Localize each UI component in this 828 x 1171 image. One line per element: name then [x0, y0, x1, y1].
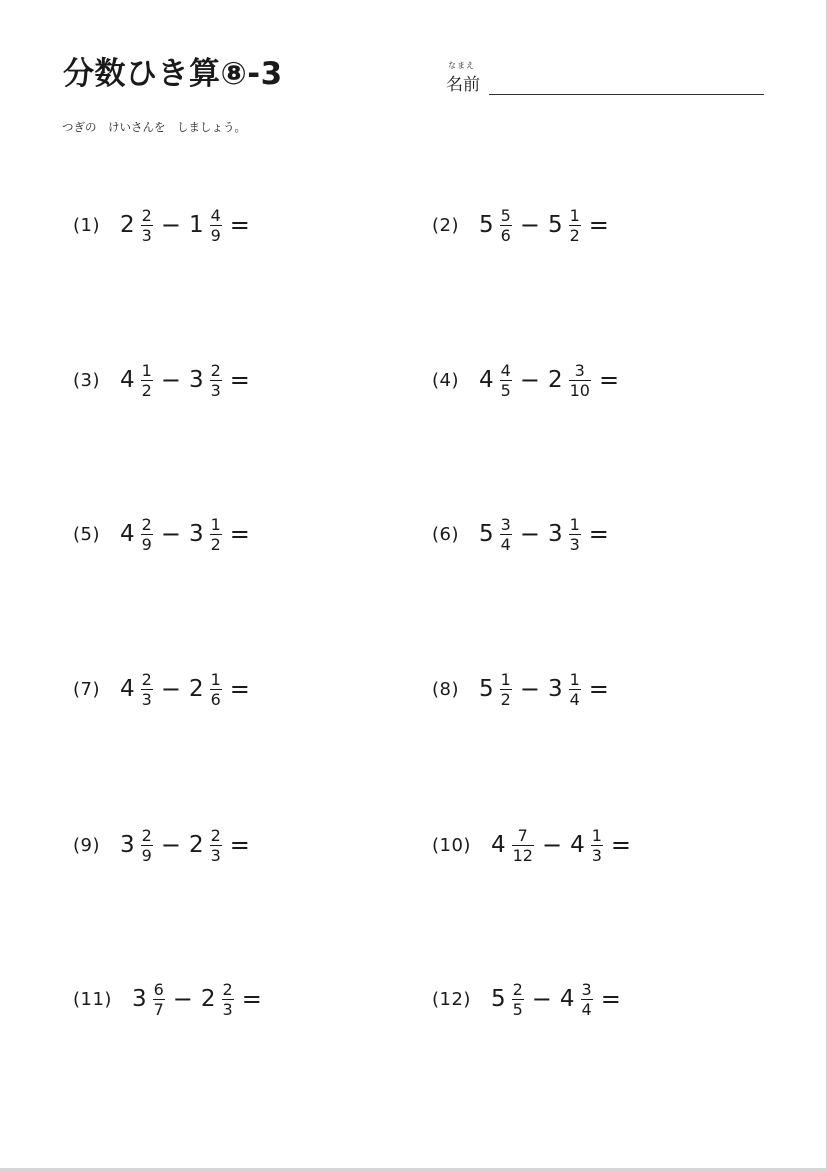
- minuend-fraction: [153, 981, 165, 1018]
- fraction-numerator: 1: [141, 360, 152, 380]
- minus-sign: −: [160, 366, 181, 394]
- subtrahend-whole: 4: [559, 986, 575, 1012]
- equals-sign: =: [241, 985, 262, 1013]
- subtrahend-fraction: [210, 207, 222, 244]
- equals-sign: =: [588, 211, 609, 239]
- problem-6: [432, 504, 609, 564]
- subtrahend-whole: 2: [547, 367, 563, 393]
- minus-sign: −: [172, 985, 193, 1013]
- minuend-fraction: [141, 671, 153, 708]
- minuend-fraction: [500, 362, 512, 399]
- subtrahend-whole: 3: [188, 367, 204, 393]
- fraction-denominator: 5: [512, 999, 523, 1019]
- minuend-fraction: [141, 362, 153, 399]
- fraction-numerator: 1: [210, 514, 221, 534]
- minuend-whole: 5: [479, 676, 494, 702]
- problem-number: (9): [73, 834, 100, 856]
- fraction-denominator: 3: [569, 534, 580, 554]
- subtrahend-whole: 3: [547, 676, 563, 702]
- fraction-denominator: 6: [210, 689, 221, 709]
- minus-sign: −: [519, 520, 540, 548]
- problem-number: (10): [432, 834, 471, 856]
- fraction-denominator: 5: [500, 380, 511, 400]
- equals-sign: =: [598, 366, 620, 394]
- minuend-whole: 5: [479, 521, 494, 547]
- subtrahend-fraction: [569, 207, 581, 244]
- problem-number: (4): [432, 369, 459, 391]
- fraction-numerator: 3: [581, 979, 592, 999]
- equals-sign: =: [588, 675, 609, 703]
- problem-7: [73, 659, 250, 719]
- fraction-numerator: 3: [500, 514, 511, 534]
- problem-number: (2): [432, 214, 459, 236]
- subtrahend-fraction: [210, 516, 222, 553]
- instruction-text: つぎの けいさんを しましょう。: [62, 120, 246, 134]
- name-field: [446, 60, 768, 100]
- subtrahend-fraction: [210, 362, 222, 399]
- fraction-numerator: 2: [141, 669, 152, 689]
- subtrahend-fraction: [210, 827, 222, 864]
- problem-9: [73, 815, 250, 875]
- minus-sign: −: [160, 831, 181, 859]
- fraction-denominator: 3: [222, 999, 233, 1019]
- fraction-denominator: 3: [210, 380, 221, 400]
- equals-sign: =: [610, 831, 631, 859]
- subtrahend-fraction: [569, 671, 581, 708]
- fraction-denominator: 9: [210, 225, 221, 245]
- subtrahend-whole: 3: [547, 521, 563, 547]
- problem-1: [73, 195, 250, 255]
- minuend-fraction: [500, 207, 512, 244]
- fraction-denominator: 4: [500, 534, 511, 554]
- minuend-whole: 5: [490, 986, 506, 1012]
- problem-number: (6): [432, 523, 459, 545]
- fraction-denominator: 9: [141, 845, 152, 865]
- fraction-numerator: 6: [153, 979, 164, 999]
- fraction-numerator: 1: [210, 669, 221, 689]
- problem-5: [73, 504, 250, 564]
- minuend-whole: 4: [120, 521, 135, 547]
- fraction-denominator: 12: [512, 845, 533, 865]
- fraction-numerator: 3: [574, 360, 585, 380]
- fraction-denominator: 2: [141, 380, 152, 400]
- fraction-numerator: 2: [512, 979, 523, 999]
- equals-sign: =: [229, 366, 250, 394]
- worksheet-title: 分数ひき算⑧-3: [63, 56, 283, 92]
- equals-sign: =: [588, 520, 609, 548]
- problem-8: [432, 659, 609, 719]
- minus-sign: −: [160, 675, 181, 703]
- minuend-whole: 4: [120, 676, 135, 702]
- fraction-denominator: 9: [141, 534, 152, 554]
- fraction-denominator: 3: [141, 689, 152, 709]
- minus-sign: −: [160, 520, 181, 548]
- minuend-whole: 5: [479, 212, 494, 238]
- problem-number: (5): [73, 523, 100, 545]
- fraction-numerator: 1: [500, 669, 511, 689]
- equals-sign: =: [229, 211, 250, 239]
- subtrahend-whole: 2: [200, 986, 216, 1012]
- equals-sign: =: [600, 985, 621, 1013]
- minuend-fraction: [500, 516, 512, 553]
- problem-11: [73, 969, 262, 1029]
- minuend-fraction: [500, 671, 512, 708]
- fraction-numerator: 1: [569, 205, 580, 225]
- problem-number: (8): [432, 678, 459, 700]
- subtrahend-whole: 5: [547, 212, 563, 238]
- minus-sign: −: [531, 985, 552, 1013]
- fraction-numerator: 2: [141, 205, 152, 225]
- fraction-numerator: 7: [517, 825, 528, 845]
- problem-number: (3): [73, 369, 100, 391]
- fraction-denominator: 3: [141, 225, 152, 245]
- name-ruby: なまえ: [448, 61, 475, 70]
- subtrahend-fraction: [210, 671, 222, 708]
- equals-sign: =: [229, 831, 250, 859]
- subtrahend-whole: 1: [188, 212, 204, 238]
- subtrahend-fraction: [581, 981, 593, 1018]
- fraction-denominator: 10: [569, 380, 590, 400]
- minuend-whole: 3: [131, 986, 147, 1012]
- subtrahend-fraction: [591, 827, 603, 864]
- name-label: 名前: [446, 75, 480, 95]
- problem-number: (7): [73, 678, 100, 700]
- problem-10: [432, 815, 631, 875]
- minuend-whole: 4: [490, 832, 506, 858]
- minus-sign: −: [519, 211, 540, 239]
- fraction-numerator: 2: [141, 514, 152, 534]
- subtrahend-fraction: [569, 362, 591, 399]
- subtrahend-whole: 2: [188, 676, 204, 702]
- minuend-fraction: [512, 981, 524, 1018]
- minuend-whole: 4: [120, 367, 135, 393]
- fraction-denominator: 6: [500, 225, 511, 245]
- minuend-fraction: [141, 207, 153, 244]
- minus-sign: −: [519, 675, 540, 703]
- name-write-line[interactable]: [489, 94, 764, 95]
- equals-sign: =: [229, 520, 250, 548]
- fraction-denominator: 3: [591, 845, 602, 865]
- fraction-denominator: 4: [569, 689, 580, 709]
- problem-3: [73, 350, 250, 410]
- problem-12: [432, 969, 621, 1029]
- fraction-numerator: 1: [569, 669, 580, 689]
- fraction-numerator: 1: [591, 825, 602, 845]
- minuend-whole: 2: [120, 212, 135, 238]
- minuend-fraction: [141, 827, 153, 864]
- subtrahend-whole: 2: [188, 832, 204, 858]
- fraction-denominator: 2: [569, 225, 580, 245]
- minuend-fraction: [141, 516, 153, 553]
- problem-number: (12): [432, 988, 471, 1010]
- minuend-whole: 3: [120, 832, 135, 858]
- subtrahend-fraction: [569, 516, 581, 553]
- subtrahend-fraction: [222, 981, 234, 1018]
- subtrahend-whole: 3: [188, 521, 204, 547]
- minuend-fraction: [512, 827, 534, 864]
- fraction-numerator: 2: [210, 360, 221, 380]
- subtrahend-whole: 4: [570, 832, 585, 858]
- fraction-numerator: 5: [500, 205, 511, 225]
- fraction-denominator: 3: [210, 845, 221, 865]
- fraction-numerator: 2: [222, 979, 233, 999]
- fraction-denominator: 2: [210, 534, 221, 554]
- fraction-denominator: 4: [581, 999, 592, 1019]
- fraction-numerator: 1: [569, 514, 580, 534]
- minuend-whole: 4: [479, 367, 494, 393]
- problem-4: [432, 350, 619, 410]
- fraction-denominator: 7: [153, 999, 164, 1019]
- problem-number: (11): [73, 988, 112, 1010]
- fraction-numerator: 4: [500, 360, 511, 380]
- problem-number: (1): [73, 214, 100, 236]
- equals-sign: =: [229, 675, 250, 703]
- minus-sign: −: [519, 366, 540, 394]
- minus-sign: −: [541, 831, 563, 859]
- fraction-denominator: 2: [500, 689, 511, 709]
- fraction-numerator: 2: [210, 825, 221, 845]
- fraction-numerator: 4: [210, 205, 221, 225]
- problem-2: [432, 195, 609, 255]
- minus-sign: −: [160, 211, 181, 239]
- fraction-numerator: 2: [141, 825, 152, 845]
